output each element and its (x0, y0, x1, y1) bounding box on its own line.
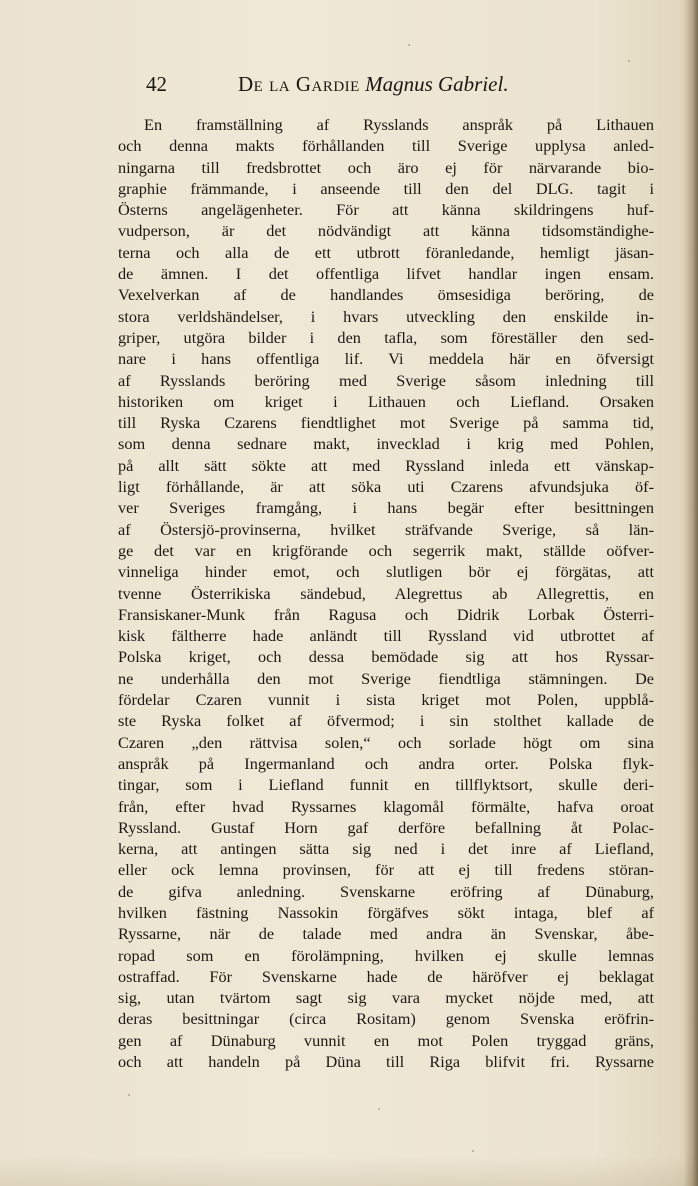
text-line: Vexelverkan af de handlandes ömsesidiga beröring, de (118, 285, 654, 305)
paper-speck (628, 60, 630, 62)
text-line: ningarna till fredsbrottet och äro ej för närvarande bio- (118, 157, 654, 177)
text-line: vudperson, är det nödvändigt att känna tidsomständighe- (118, 221, 654, 241)
text-line: ropad som en förolämpning, hvilken ej skulle lemnas (118, 945, 654, 965)
text-line: ne underhålla den mot Sverige fiendtliga stämningen. De (118, 668, 654, 688)
text-line: ostraffad. För Svenskarne hade de häröfver ej beklagat (118, 966, 654, 986)
text-line: historiken om kriget i Lithauen och Liefland. Orsaken (118, 391, 654, 411)
running-title-given-name: Magnus Gabriel. (365, 72, 509, 96)
text-line: nare i hans offentliga lif. Vi meddela här en öfversigt (118, 349, 654, 369)
paper-speck (472, 1150, 474, 1152)
text-line: kerna, att antingen sätta sig ned i det inre af Liefland, (118, 839, 654, 859)
body-text (118, 114, 654, 1072)
text-line: sig, utan tvärtom sagt sig vara mycket nöjde med, att (118, 988, 654, 1008)
text-line: anspråk på Ingermanland och andra orter. Polska flyk- (118, 753, 654, 773)
text-line: terna och alla de ett utbrott föranledande, hemligt jäsan- (118, 242, 654, 262)
text-line: Polska kriget, och dessa bemödade sig att hos Ryssar- (118, 647, 654, 667)
text-line: ver Sveriges framgång, i hans begär efter besittningen (118, 498, 654, 518)
text-line: Ryssland. Gustaf Horn gaf derföre befallning åt Polac- (118, 817, 654, 837)
text-line: af Rysslands beröring med Sverige såsom inledning till (118, 370, 654, 390)
paper-speck (378, 1108, 380, 1110)
text-line: vinneliga hinder emot, och slutligen bör ej förgätas, att (118, 562, 654, 582)
text-line: gen af Dünaburg vunnit en mot Polen tryggad gräns, (118, 1030, 654, 1050)
text-line: Ryssarne, när de talade med andra än Svenskar, åbe- (118, 924, 654, 944)
text-line: griper, utgöra bilder i den tafla, som föreställer den sed- (118, 327, 654, 347)
text-line: Österns angelägenheter. För att känna skildringens huf- (118, 200, 654, 220)
page-number: 42 (146, 72, 167, 96)
text-line: af Östersjö-provinserna, hvilket sträfvande Sverige, så län- (118, 519, 654, 539)
text-line: ligt förhållande, är att söka uti Czarens afvundsjuka öf- (118, 477, 654, 497)
text-line: kisk fältherre hade anländt till Ryssland vid utbrottet af (118, 626, 654, 646)
text-line: tvenne Österrikiska sändebud, Alegrettus ab Allegrettis, en (118, 583, 654, 603)
running-title (238, 72, 509, 97)
text-line: deras besittningar (circa Rositam) genom Svenska eröfrin- (118, 1009, 654, 1029)
text-line: ge det var en krigförande och segerrik makt, ställde oöfver- (118, 540, 654, 560)
text-line: graphie främmande, i anseende till den del DLG. tagit i (118, 178, 654, 198)
text-line: från, efter hvad Ryssarnes klagomål förmälte, hafva oroat (118, 796, 654, 816)
text-line: ste Ryska folket af öfvermod; i sin stolthet kallade de (118, 711, 654, 731)
running-title-surname: De la Gardie (238, 72, 360, 96)
text-line: och att handeln på Düna till Riga blifvit fri. Ryssarne (118, 1052, 654, 1072)
text-line: och denna makts förhållanden till Sverige upplysa anled- (118, 136, 654, 156)
text-line: eller ock lemna provinsen, för att ej till fredens störan- (118, 860, 654, 880)
paper-speck (128, 1094, 130, 1096)
text-line: stora verldshändelser, i hvars utveckling den enskilde in- (118, 306, 654, 326)
page-edge-shadow (684, 0, 698, 1186)
text-line: till Ryska Czarens fiendtlighet mot Sverige på samma tid, (118, 413, 654, 433)
text-line: tingar, som i Liefland funnit en tillflyktsort, skulle deri- (118, 775, 654, 795)
page-bottom-shadow (0, 1156, 698, 1186)
text-line: En framställning af Rysslands anspråk på Lithauen (144, 115, 654, 134)
paper-speck (408, 44, 410, 46)
text-line: på allt sätt sökte att med Ryssland inleda ett vänskap- (118, 455, 654, 475)
running-header (146, 72, 576, 102)
text-line: Czaren „den rättvisa solen,“ och sorlade högt om sina (118, 732, 654, 752)
text-line: hvilken fästning Nassokin förgäfves sökt intaga, blef af (118, 902, 654, 922)
text-line: Fransiskaner-Munk från Ragusa och Didrik Lorbak Österri- (118, 604, 654, 624)
text-line: som denna sednare makt, invecklad i krig med Pohlen, (118, 434, 654, 454)
text-line: fördelar Czaren vunnit i sista kriget mot Polen, uppblå- (118, 690, 654, 710)
text-line: de gifva anledning. Svenskarne eröfring af Dünaburg, (118, 881, 654, 901)
text-line: de ämnen. I det offentliga lifvet handlar ingen ensam. (118, 264, 654, 284)
